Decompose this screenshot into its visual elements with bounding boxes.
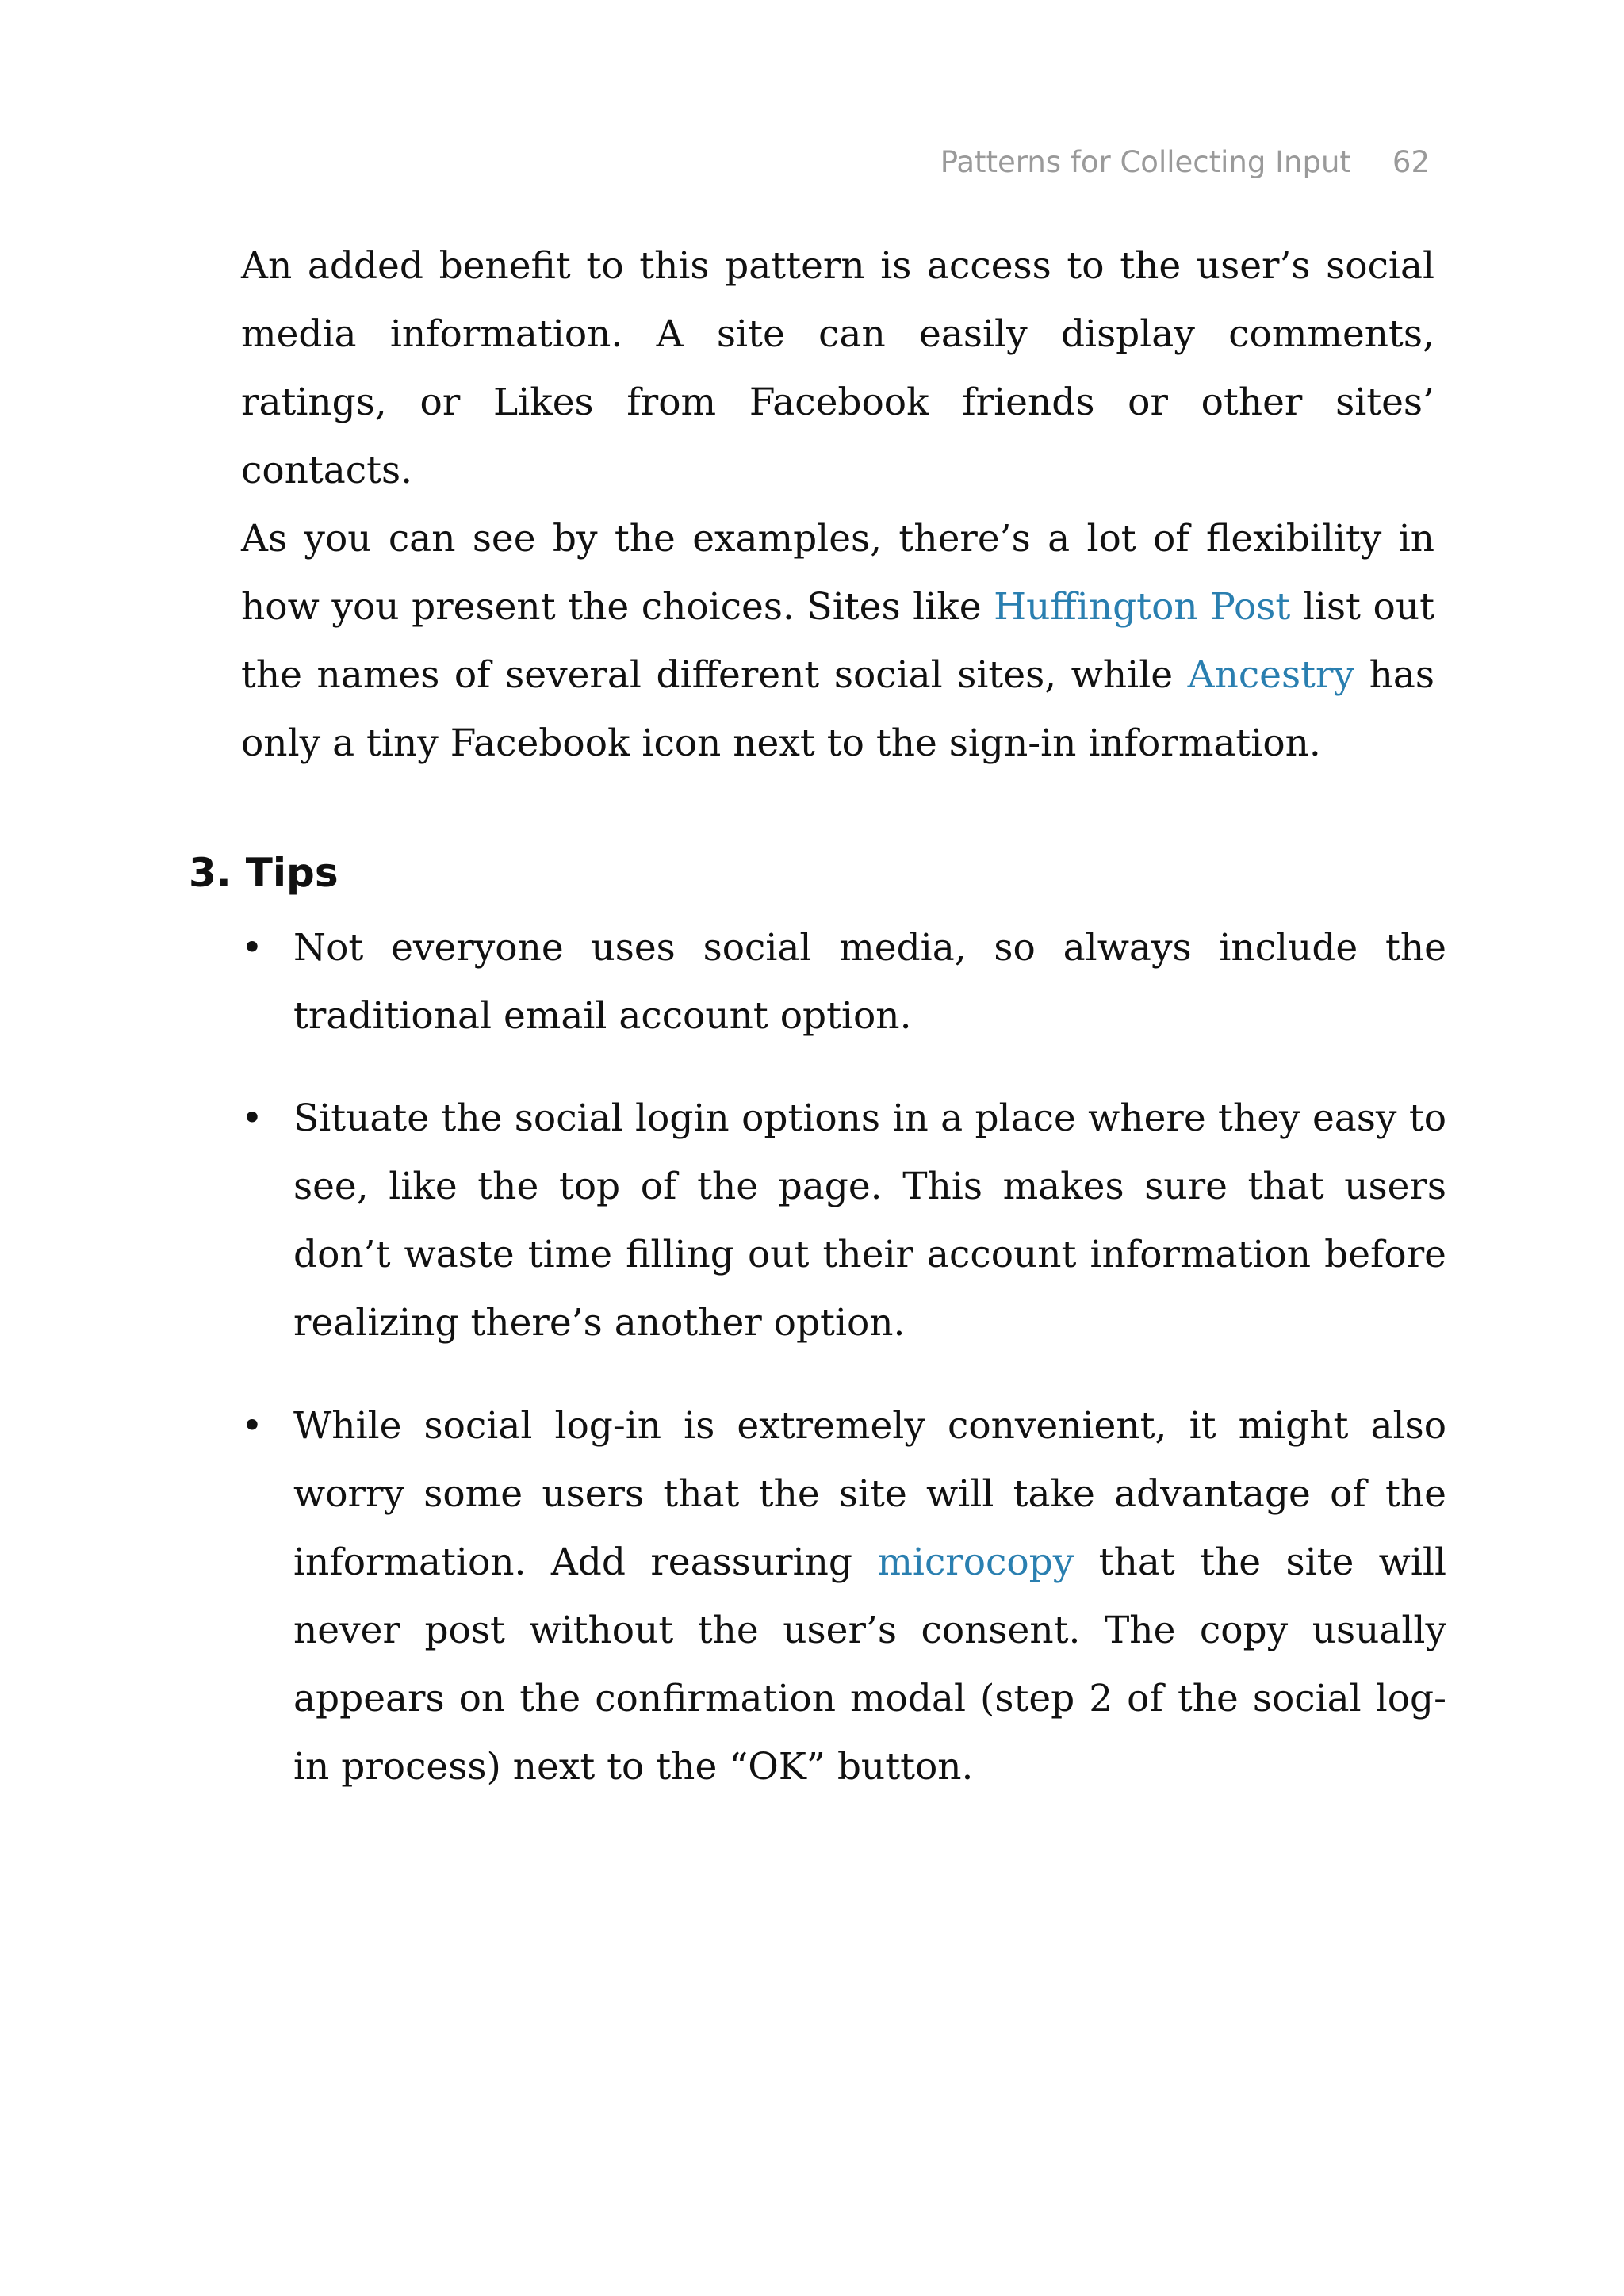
paragraph-social-media-benefit: An added benefit to this pattern is access to the user’s social media information. A site can easily display comments, ratings, or Likes from Facebook friends or other sites’ contacts.	[241, 244, 1434, 492]
tip-list-item	[241, 1392, 1446, 1801]
tip-text-part: While social log-in is extremely convenient, it might also worry some users that the site will take advantage of the information. Add reassuring	[293, 1404, 1446, 1584]
tip-list-item	[241, 914, 1446, 1050]
microcopy-link[interactable]: microcopy	[877, 1540, 1074, 1584]
section-number: 3.	[189, 850, 232, 896]
paragraph-text: As you can see by the examples, there’s a lot of flexibility in how you present the choices. Sites like	[241, 517, 1434, 629]
tip-text: Situate the social login options in a place where they easy to see, like the top of the page. This makes sure that users don’t waste time filling out their account information before realizing there’s another option.	[293, 1096, 1446, 1345]
tip-text: Not everyone uses social media, so always include the traditional email account option.	[293, 926, 1446, 1038]
bullet-icon: •	[241, 926, 263, 970]
section-title: Tips	[245, 850, 339, 896]
section-heading-tips	[189, 850, 339, 896]
page-number: 62	[1392, 145, 1430, 179]
bullet-icon: •	[241, 1404, 263, 1448]
paragraph-flexibility	[241, 505, 1434, 778]
running-header-title: Patterns for Collecting Input	[940, 145, 1351, 179]
tip-text-part: that the site will never post without the user’s consent. The copy usually appears on the confirmation modal (step 2 of the social log-in process) next to the “OK” button.	[293, 1540, 1446, 1789]
running-header	[940, 145, 1430, 179]
huffington-post-link[interactable]: Huffington Post	[994, 585, 1291, 629]
ancestry-link[interactable]: Ancestry	[1187, 653, 1355, 697]
bullet-icon: •	[241, 1096, 263, 1140]
paragraph-text: list out the names of several different social sites, while	[241, 585, 1435, 697]
paragraph-text: has only a tiny Facebook icon next to the sign-in information.	[241, 653, 1434, 765]
tip-list-item	[241, 1085, 1446, 1357]
tip-text	[293, 1392, 1446, 1801]
